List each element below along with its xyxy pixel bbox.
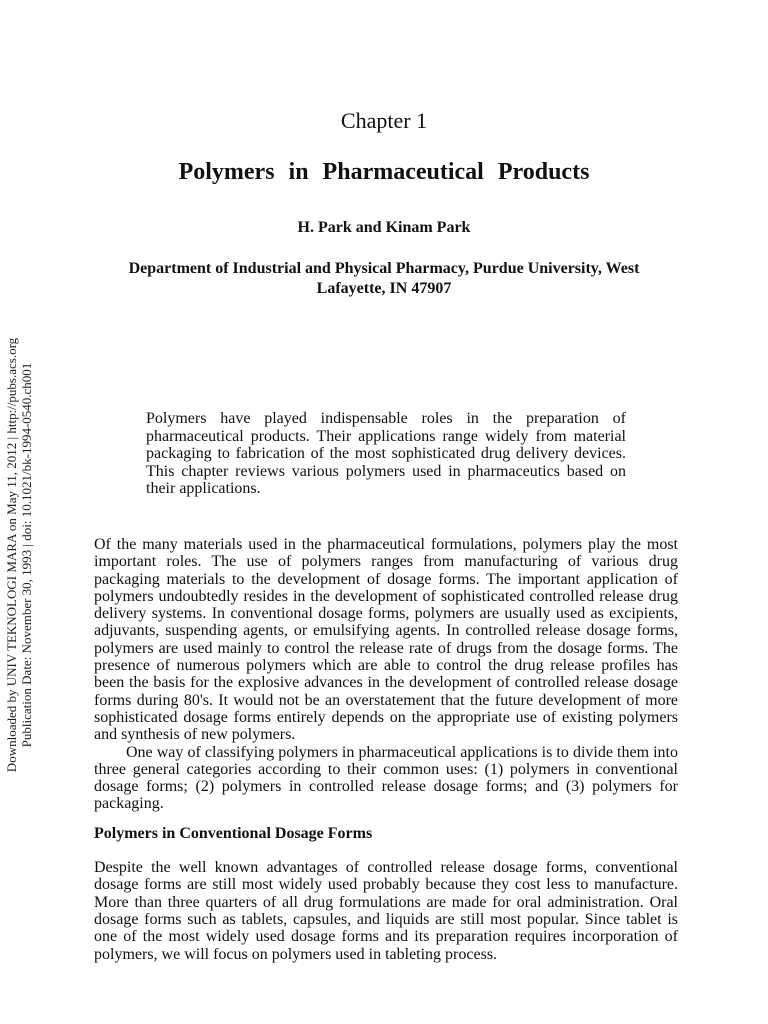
affiliation: Department of Industrial and Physical Pharmacy, Purdue University, West Lafayette, IN 47907	[128, 260, 640, 297]
download-watermark	[4, 295, 34, 815]
download-line: Downloaded by UNIV TEKNOLOGI MARA on May 11, 2012 | http://pubs.acs.org	[4, 337, 19, 773]
paragraph-classification: One way of classifying polymers in pharmaceutical applications is to divide them into three general categories according to their common uses: (1) polymers in conventional dosage forms; (2) polymers in controlled release dosage forms; and (3) polymers for packaging.	[94, 743, 678, 813]
chapter-label: Chapter 1	[340, 108, 428, 133]
authors: H. Park and Kinam Park	[297, 219, 471, 236]
paragraph-conventional: Despite the well known advantages of controlled release dosage forms, conventional dosage forms are still most widely used probably because they cost less to manufacture. More than three quarters of all drug formulations are made for oral administration. Oral dosage forms such as tablets, capsules, and liquids are still most popular. Since tablet is one of the most widely used dosage forms and its preparation requires incorporation of polymers, we will focus on polymers used in tableting process.	[94, 859, 678, 963]
chapter-title: Polymers in Pharmaceutical Products	[178, 159, 590, 185]
abstract: Polymers have played indispensable roles in the preparation of pharmaceutical products. Their applications range widely from material packaging to fabrication of the most sophisticated drug delivery devices. This chapter reviews various polymers used in pharmaceutics based on their applications.	[146, 410, 626, 497]
section-heading: Polymers in Conventional Dosage Forms	[94, 824, 373, 842]
publication-line: Publication Date: November 30, 1993 | doi: 10.1021/bk-1994-0540.ch001	[19, 362, 34, 748]
paragraph-intro: Of the many materials used in the pharmaceutical formulations, polymers play the most important roles. The use of polymers ranges from manufacturing of various drug packaging materials to the development of dosage forms. The important application of polymers undoubtedly resides in the development of sophisticated controlled release drug delivery systems. In conventional dosage forms, polymers are usually used as excipients, adjuvants, suspending agents, or emulsifying agents. In controlled release dosage forms, polymers are used mainly to control the release rate of drugs from the dosage forms. The presence of numerous polymers which are able to control the drug release profiles has been the basis for the explosive advances in the development of controlled release dosage forms during 80's. It would not be an overstatement that the future development of more sophisticated dosage forms entirely depends on the appropriate use of existing polymers and synthesis of new polymers.	[94, 536, 678, 744]
body-text	[94, 536, 678, 963]
